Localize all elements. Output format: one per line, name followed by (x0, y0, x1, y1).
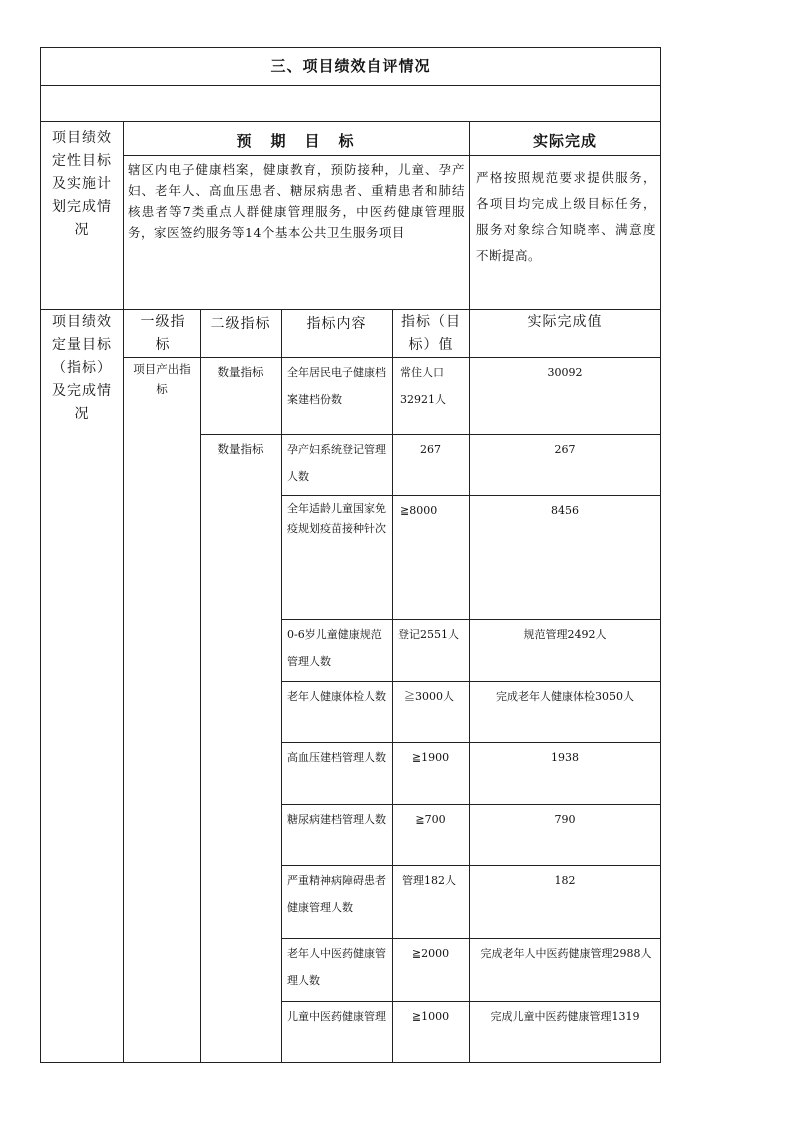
divider (281, 804, 661, 805)
level2-value: 数量指标 (217, 442, 264, 456)
indicator-content: 糖尿病建档管理人数 (287, 813, 386, 826)
divider (281, 619, 661, 620)
qualitative-row-label: 项目绩效定性目标及实施计划完成情况 (52, 130, 112, 238)
content-header: 指标内容 (306, 316, 367, 332)
indicator-content: 高血压建档管理人数 (287, 751, 386, 764)
indicator-content: 严重精神病障碍患者健康管理人数 (287, 874, 386, 914)
indicator-actual: 8456 (551, 504, 579, 517)
expected-goal-text: 辖区内电子健康档案，健康教育，预防接种，儿童、孕产妇、老年人、高血压患者、糖尿病患者、重精患者和肺结核患者等7类重点人群健康管理服务，中医药健康管理服务，家医签约服务等14个基本公共卫生服务项目 (128, 162, 465, 240)
indicator-content: 老年人中医药健康管理人数 (287, 947, 386, 987)
indicator-target: 管理182人 (402, 874, 456, 887)
indicator-actual: 182 (554, 874, 576, 887)
divider (123, 155, 661, 156)
indicator-target: ≧8000 (400, 504, 438, 517)
divider (200, 309, 201, 1063)
indicator-actual: 完成儿童中医药健康管理1319 (490, 1010, 640, 1023)
divider (40, 309, 661, 310)
indicator-content: 全年适龄儿童国家免疫规划疫苗接种针次 (287, 502, 386, 535)
indicator-content: 0-6岁儿童健康规范管理人数 (287, 628, 382, 668)
indicator-target: ≧700 (415, 813, 446, 826)
quantitative-row-label: 项目绩效定量目标（指标）及完成情况 (52, 314, 112, 422)
actual-completion-text: 严格按照规范要求提供服务，各项目均完成上级目标任务，服务对象综合知晓率、满意度不断提高。 (476, 170, 656, 263)
indicator-actual: 完成老年人中医药健康管理2988人 (480, 947, 652, 960)
indicator-content: 全年居民电子健康档案建档份数 (287, 366, 386, 406)
indicator-target: ≧1900 (411, 751, 450, 764)
indicator-target: 常住人口32921人 (400, 366, 446, 406)
level2-header: 二级指标 (210, 316, 271, 332)
table-border-right (660, 47, 661, 1063)
level1-value: 项目产出指标 (133, 362, 191, 396)
section-title: 三、项目绩效自评情况 (270, 57, 431, 75)
divider (281, 742, 661, 743)
indicator-content: 儿童中医药健康管理 (287, 1010, 386, 1023)
expected-goal-header: 预 期 目 标 (236, 132, 356, 150)
indicator-actual: 规范管理2492人 (523, 628, 607, 641)
indicator-content: 老年人健康体检人数 (287, 690, 386, 703)
table-border-left (40, 47, 41, 1063)
actual-completion-header: 实际完成 (532, 132, 597, 150)
divider (281, 495, 661, 496)
indicator-actual: 30092 (547, 366, 583, 379)
indicator-actual: 267 (554, 443, 576, 456)
indicator-target: ≧3000人 (404, 690, 454, 703)
level1-header: 一级指标 (140, 314, 186, 353)
divider (281, 865, 661, 866)
indicator-target: ≧1000 (411, 1010, 450, 1023)
performance-table (40, 47, 661, 1063)
level2-value: 数量指标 (217, 365, 264, 379)
actual-value-header: 实际完成值 (527, 314, 603, 330)
indicator-target: 登记2551人 (398, 628, 459, 641)
indicator-target: 267 (420, 443, 441, 456)
table-border-top (40, 47, 661, 48)
divider (123, 121, 124, 1063)
divider (40, 85, 661, 86)
divider (200, 434, 661, 435)
indicator-actual: 完成老年人健康体检3050人 (496, 690, 634, 703)
indicator-content: 孕产妇系统登记管理人数 (287, 443, 386, 483)
target-header: 指标（目标）值 (401, 314, 461, 353)
table-border-bottom (40, 1062, 661, 1063)
indicator-actual: 790 (554, 813, 576, 826)
divider (281, 309, 282, 1063)
divider (281, 938, 661, 939)
indicator-actual: 1938 (551, 751, 579, 764)
divider (281, 1001, 661, 1002)
indicator-target: ≧2000 (411, 947, 450, 960)
divider (281, 681, 661, 682)
divider (40, 121, 661, 122)
